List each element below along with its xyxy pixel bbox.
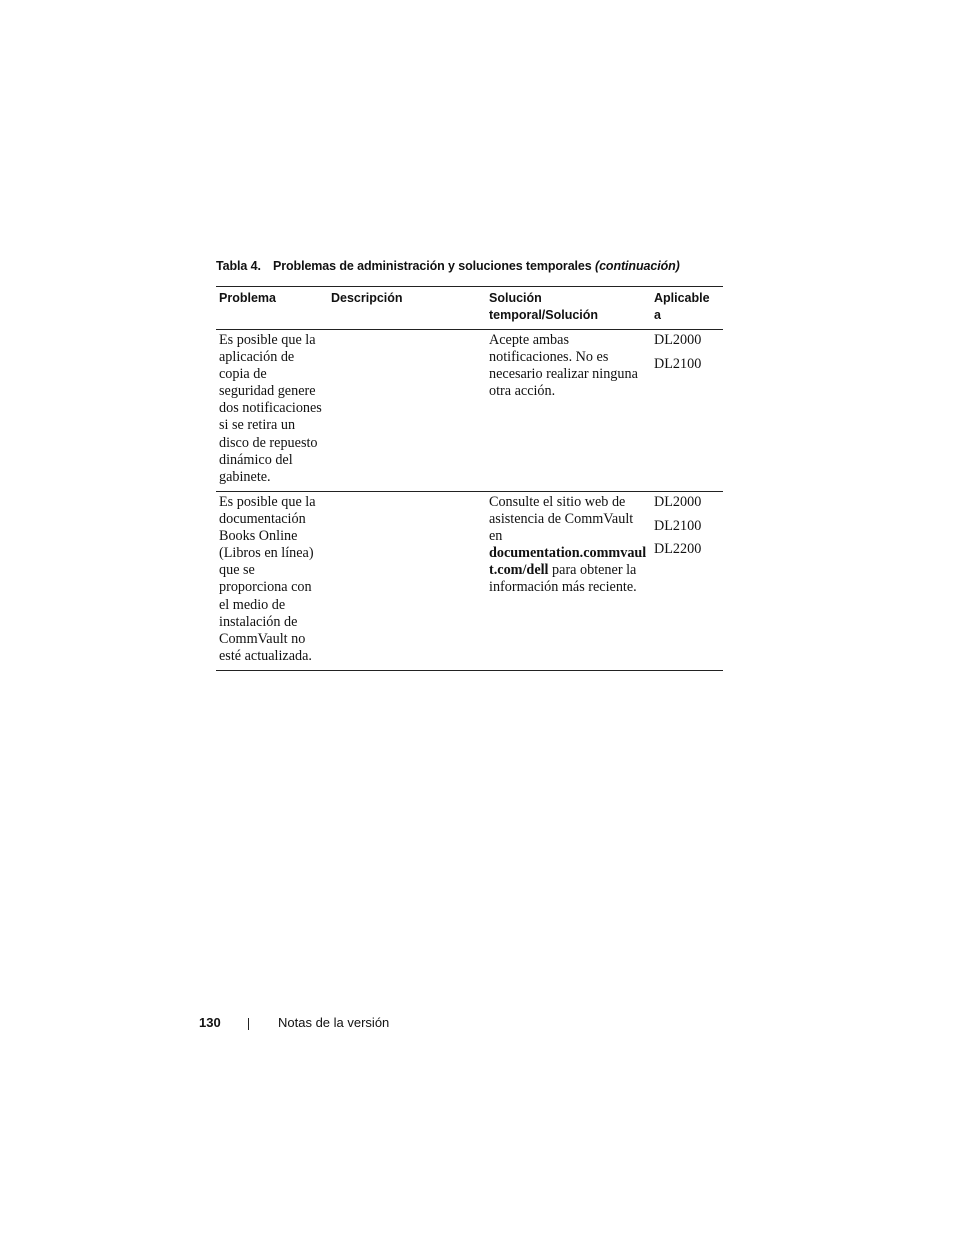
table-header-row <box>216 287 723 329</box>
table-caption <box>216 259 680 273</box>
cell-problema: Es posible que la documentación Books Online (Libros en línea) que se proporciona con el medio de instalación de CommVault no esté actualizada. <box>219 494 316 664</box>
cell-solucion: Acepte ambas notificaciones. No es necesario realizar ninguna otra acción. <box>489 332 638 400</box>
commvault-docs-link-part1: documentation.commvaul <box>489 545 647 562</box>
cell-solucion: Consulte el sitio web de asistencia de CommVault en documentation.commvaul t.com/dell para obtener la información más reciente. <box>489 494 649 597</box>
header-descripcion: Descripción <box>331 291 403 305</box>
page-number: 130 <box>199 1015 221 1030</box>
commvault-docs-link-part2: t.com/dell <box>489 562 549 579</box>
header-aplicable: Aplicable a <box>654 291 710 322</box>
table-number: Tabla 4. <box>216 259 261 273</box>
table-title: Problemas de administración y soluciones temporales <box>273 259 592 273</box>
header-problema: Problema <box>219 291 276 305</box>
footer-separator <box>248 1018 249 1030</box>
table-row <box>216 330 723 491</box>
table-row <box>216 492 723 670</box>
cell-aplicable: DL2000 DL2100 <box>654 332 702 372</box>
issues-table <box>216 286 723 671</box>
table-bottom-rule <box>216 670 723 671</box>
footer-doc-title: Notas de la versión <box>278 1015 390 1030</box>
cell-aplicable: DL2000 DL2100 DL2200 <box>654 494 702 558</box>
cell-problema: Es posible que la aplicación de copia de seguridad genere dos notificaciones si se retira un disco de repuesto dinámico del gabinete. <box>219 332 322 485</box>
header-solucion: Solución temporal/Solución <box>489 291 599 322</box>
table-continuation: (continuación) <box>595 259 680 273</box>
